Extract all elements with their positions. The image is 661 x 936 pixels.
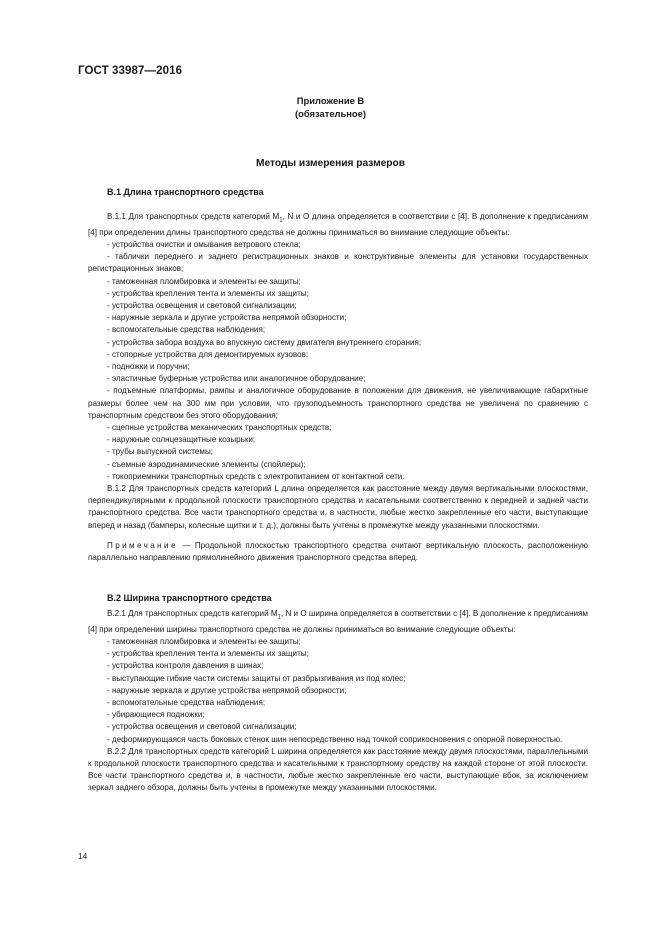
list-item: - устройства освещения и световой сигнализации; (107, 722, 297, 732)
list-item: - сцепные устройства механических транспортных средств; (107, 423, 332, 433)
list-item: - устройства освещения и световой сигнализации; (107, 301, 297, 311)
list-item: - вспомогательные средства наблюдения; (107, 325, 266, 335)
note-paragraph: Примечание — Продольной плоскостью транспортного средства считают вертикальную плоскость, расположенную параллельно направлению прямолинейного движения транспортного средства вперед. (88, 540, 588, 563)
section-width-body (88, 608, 588, 795)
list-item: - таблички переднего и заднего регистрационных знаков и конструктивные элементы для установки государственных регистрационных знаков; (88, 252, 588, 274)
section-heading-length: В.1 Длина транспортного средства (107, 187, 264, 197)
list-item: - таможенная пломбировка и элементы ее защиты; (107, 276, 301, 286)
paragraph-b22: В.2.2 Для транспортных средств категорий L ширина определяется как расстояние между двумя плоскостями, параллельными к продольной плоскости транспортного средства и касательными к транспортному средству на каждой стороне от этой плоскости. Все части транспортного средства и, в частности, любые жестко закрепленные его части, выступающие вбок, за исключением зеркал заднего обзора, должны быть учтены в промежутке между указанными плоскостями. (88, 746, 588, 793)
list-item: - устройства крепления тента и элементы их защиты; (107, 649, 309, 659)
list-item: - наружные солнцезащитные козырьки; (107, 435, 256, 445)
list-item: - устройства крепления тента и элементы их защиты; (107, 288, 309, 298)
paragraph-b12: В.1.2 Для транспортных средств категорий L длина определяется как расстояние между двумя вертикальными плоскостями, перпендикулярными к продольной плоскости транспортного средства и касательными соответственно к передней и задней части транспортного средства. Все части транспортного средства и, в частности, любые жестко закрепленные его части, выступающие вперед и назад (бамперы, колесные щитки и т. д.), должны быть учтены в промежутке между указанными плоскостями. (88, 484, 588, 530)
list-item: - эластичные буферные устройства или аналогичное оборудование; (107, 374, 366, 384)
list-item: - убирающиеся подножки; (107, 710, 205, 720)
list-item: - подножки и поручни; (107, 362, 190, 372)
list-item: - устройства контроля давления в шинах; (107, 661, 264, 671)
list-item: - съемные аэродинамические элементы (спойлеры); (107, 459, 306, 469)
list-item: - трубы выпускной системы; (107, 447, 214, 457)
section-heading-width: В.2 Ширина транспортного средства (107, 593, 272, 603)
page-title: Методы измерения размеров (255, 158, 406, 169)
list-item: - устройства очистки и омывания ветрового стекла; (107, 240, 301, 250)
list-item: - подъемные платформы, рампы и аналогичное оборудование в положении для движения, не увеличивающие габаритные размеры более чем на 300 мм при условии, что грузоподъемность транспортного средства не увеличена по сравнению с транспортным средством без этого оборудования; (88, 386, 588, 420)
section-length-body (88, 211, 588, 564)
annex-subtitle: (обязательное) (295, 108, 366, 119)
list-item: - таможенная пломбировка и элементы ее защиты; (107, 637, 301, 647)
list-item: - деформирующаяся часть боковых стенок шин непосредственно над точкой соприкосновения с опорной поверхностью. (107, 734, 563, 744)
list-item: - выступающие гибкие части системы защиты от разбрызгивания из под колес; (107, 673, 406, 683)
note-label: Примечание (107, 540, 178, 550)
page-number: 14 (78, 851, 88, 861)
list-item: - наружные зеркала и другие устройства непрямой обзорности; (107, 685, 347, 695)
list-item: - токоприемники транспортных средств с электропитанием от контактной сети. (107, 471, 405, 481)
document-header: ГОСТ 33987—2016 (78, 65, 183, 77)
list-item: - стопорные устройства для демонтируемых кузовов; (107, 349, 309, 359)
paragraph-b11: В.1.1 Для транспортных средств категорий $M_1$, N и O длина определяется в соответствии с [4]. В дополнение к предписаниям [4] при определении длины транспортного средства не должны приниматься во внимание следующие объекты: (88, 212, 589, 237)
list-item: - устройства забора воздуха во впускную систему двигателя внутреннего сгорания; (107, 337, 422, 347)
list-item: - вспомогательные средства наблюдения; (107, 698, 266, 708)
annex-title: Приложение В (296, 95, 365, 106)
list-item: - наружные зеркала и другие устройства непрямой обзорности; (107, 313, 347, 323)
paragraph-b21: В.2.1 Для транспортных средств категорий $M_1$, N и O ширина определяется в соответствии с [4]. В дополнение к предписаниям [4] при определении ширины транспортного средства не должны приниматься во внимание следующие объекты: (88, 609, 589, 634)
